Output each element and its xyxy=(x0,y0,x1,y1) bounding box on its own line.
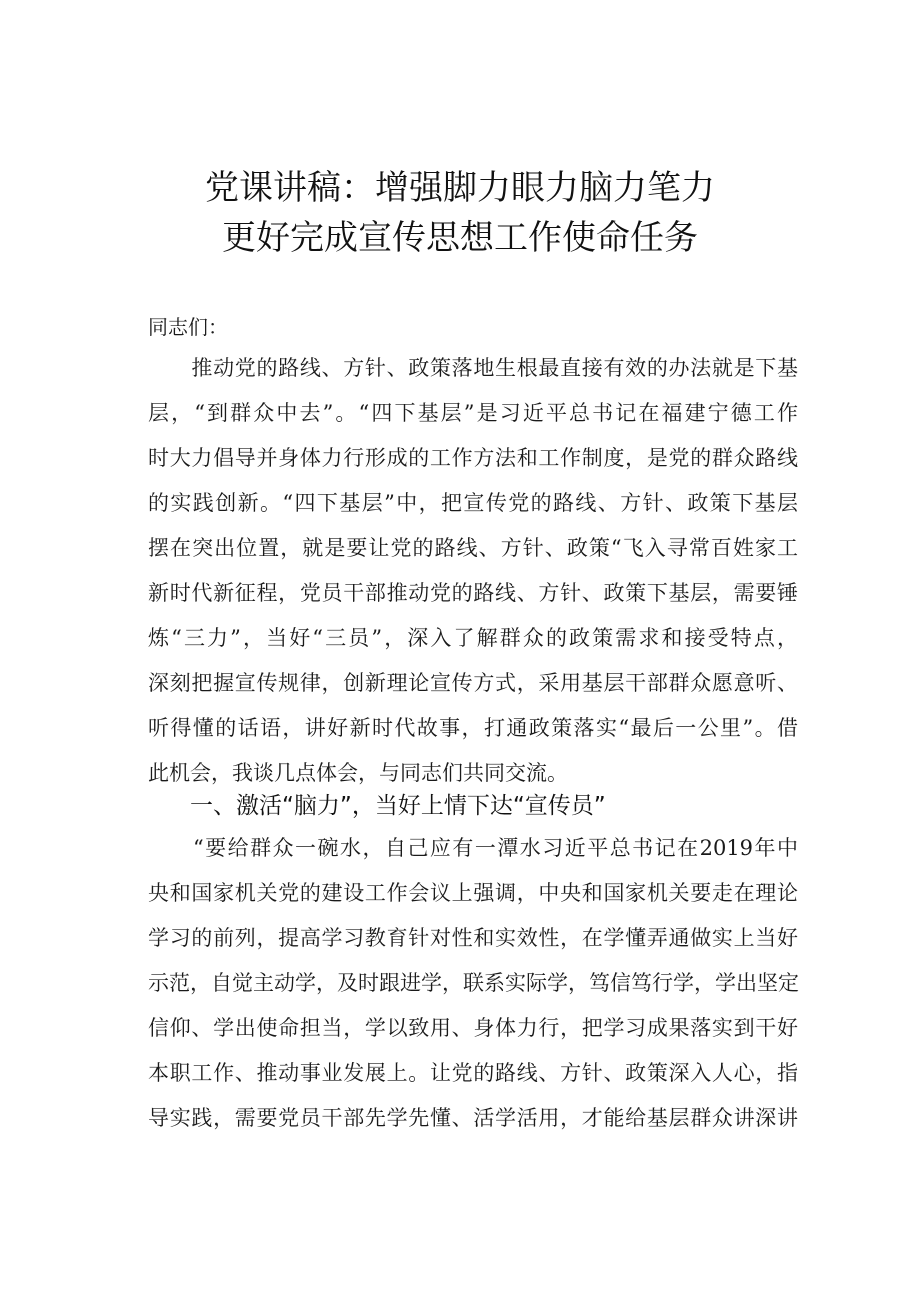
paragraph-line: 摆在突出位置，就是要让党的路线、方针、政策“飞入寻常百姓家工 xyxy=(148,536,798,560)
paragraph-line: “要给群众一碗水，自己应有一潭水习近平总书记在2019年中 xyxy=(148,836,798,860)
paragraph-line: 时大力倡导并身体力行形成的工作方法和工作制度，是党的群众路线 xyxy=(148,446,798,470)
paragraph-line: 导实践，需要党员干部先学先懂、活学活用，才能给基层群众讲深讲 xyxy=(148,1106,798,1130)
salutation: 同志们： xyxy=(148,315,228,339)
paragraph-line: 听得懂的话语，讲好新时代故事，打通政策落实“最后一公里”。借 xyxy=(148,716,798,740)
paragraph-line: 的实践创新。“四下基层”中，把宣传党的路线、方针、政策下基层 xyxy=(148,491,798,515)
paragraph-line: 本职工作、推动事业发展上。让党的路线、方针、政策深入人心，指 xyxy=(148,1061,798,1085)
paragraph-line: 学习的前列，提高学习教育针对性和实效性，在学懂弄通做实上当好 xyxy=(148,926,798,950)
paragraph-line: 新时代新征程，党员干部推动党的路线、方针、政策下基层，需要锤 xyxy=(148,581,798,605)
paragraph-line: 央和国家机关党的建设工作会议上强调，中央和国家机关要走在理论 xyxy=(148,881,798,905)
paragraph-line: 此机会，我谈几点体会，与同志们共同交流。 xyxy=(148,761,568,785)
paragraph-line: 推动党的路线、方针、政策落地生根最直接有效的办法就是下基 xyxy=(148,356,798,380)
document-title-line-1: 党课讲稿：增强脚力眼力脑力笔力 xyxy=(205,168,715,208)
document-title-line-2: 更好完成宣传思想工作使命任务 xyxy=(222,218,698,258)
paragraph-line: 深刻把握宣传规律，创新理论宣传方式，采用基层干部群众愿意听、 xyxy=(148,671,798,695)
paragraph-line: 层，“到群众中去”。“四下基层”是习近平总书记在福建宁德工作 xyxy=(148,401,798,425)
paragraph-line: 示范，自觉主动学，及时跟进学，联系实际学，笃信笃行学，学出坚定 xyxy=(148,971,799,995)
paragraph-line: 信仰、学出使命担当，学以致用、身体力行，把学习成果落实到干好 xyxy=(148,1016,798,1040)
paragraph-line: 炼“三力”，当好“三员”，深入了解群众的政策需求和接受特点， xyxy=(148,626,798,650)
section-heading-1: 一、激活“脑力”，当好上情下达“宣传员” xyxy=(190,793,606,819)
